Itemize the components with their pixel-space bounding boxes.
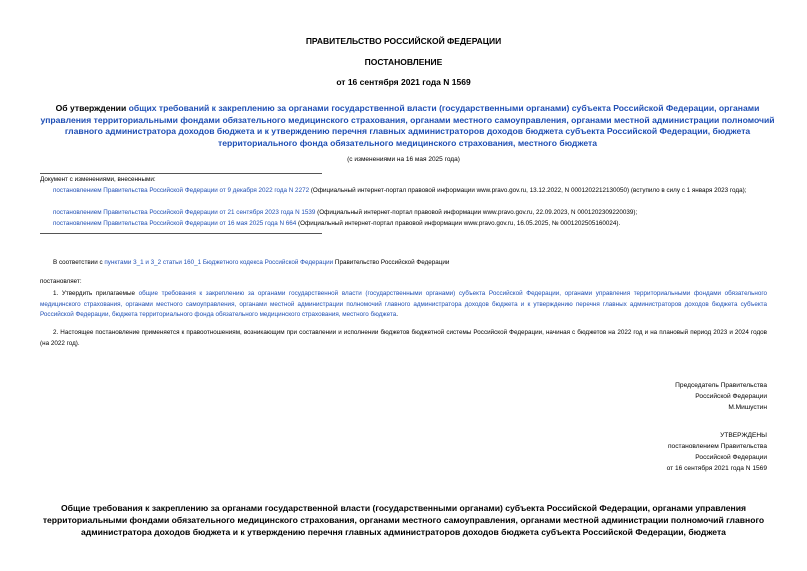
p1-suffix: . [396, 311, 398, 318]
change-link[interactable]: постановлением Правительства Российской Федерации от 21 сентября 2023 года N 1539 [53, 209, 316, 216]
decides-text: постановляет: [40, 278, 82, 285]
change-link[interactable]: постановлением Правительства Российской Федерации от 16 мая 2025 года N 664 [53, 220, 297, 227]
bottom-divider [40, 233, 322, 234]
approved-line: от 16 сентября 2021 года N 1569 [666, 465, 767, 472]
title-prefix: Об утверждении [55, 103, 129, 113]
top-divider [40, 173, 322, 174]
paragraph-1 [40, 289, 767, 321]
doc-type-heading: ПОСТАНОВЛЕНИЕ [364, 57, 443, 67]
changes-note: (с изменениями на 16 мая 2025 года) [347, 156, 460, 163]
basis-link[interactable]: пунктами 3_1 и 3_2 статьи 160_1 Бюджетного кодекса Российской Федерации [104, 259, 334, 266]
government-heading: ПРАВИТЕЛЬСТВО РОССИЙСКОЙ ФЕДЕРАЦИИ [305, 36, 502, 46]
approved-block [667, 430, 767, 474]
change-item [40, 186, 767, 197]
signature-name: М.Мишустин [728, 404, 767, 411]
signature-block [675, 380, 767, 413]
approved-line: УТВЕРЖДЕНЫ [720, 432, 767, 439]
document-title [40, 103, 775, 149]
paragraph-2: 2. Настоящее постановление применяется к правоотношениям, возникающим при составлении и исполнении бюджетов бюджетной системы Российской Федерации, начиная с бюджетов на 2022 год и на плановый период 2023 и 2024 годов (на 2022 год). [40, 329, 767, 347]
date-number-heading: от 16 сентября 2021 года N 1569 [336, 77, 471, 87]
change-link[interactable]: постановлением Правительства Российской Федерации от 9 декабря 2022 года N 2272 [53, 187, 310, 194]
approved-line: Российской Федерации [695, 454, 767, 461]
change-text: (Официальный интернет-портал правовой информации www.pravo.gov.ru, 22.09.2023, N 0001202309220039); [315, 209, 638, 216]
basis-prefix: В соответствии с [53, 259, 105, 266]
p1-link[interactable]: общие требования к закреплению за органами государственной власти (государственными органами) субъекта Российской Федерации, органами управления территориальными фондами обязательного медицинского страхования, органами местного самоуправления, органами местной администрации полномочий главного администратора доходов бюджета и к утверждению перечня главных администраторов доходов бюджета субъекта Российской Федерации, бюджета территориального фонда обязательного медицинского страхования, местного бюджета [40, 290, 768, 318]
p1-prefix: 1. Утвердить прилагаемые [53, 290, 139, 297]
change-text: (Официальный интернет-портал правовой информации www.pravo.gov.ru, 13.12.2022, N 0001202212130050) (вступило в силу с 1 января 2023 года); [309, 187, 747, 194]
change-text: (Официальный интернет-портал правовой информации www.pravo.gov.ru, 16.05.2025, № 0001202505160024). [296, 220, 621, 227]
changes-intro: Документ с изменениями, внесенными: [40, 176, 156, 183]
signature-line: Российской Федерации [695, 393, 767, 400]
title-link[interactable]: общих требований к закреплению за органами государственной власти (государственными органами) субъекта Российской Федерации, органами управления территориальными фондами обязательного медицинского страхования, органами местного самоуправления, органами местной администрации полномочий главного администратора доходов бюджета и к утверждению перечня главных администраторов доходов бюджета субъекта Российской Федерации, бюджета территориального фонда обязательного медицинского страхования, местного бюджета [40, 103, 775, 148]
approved-line: постановлением Правительства [667, 443, 767, 450]
change-item [40, 208, 767, 219]
signature-line: Председатель Правительства [675, 382, 767, 389]
appendix-title: Общие требования к закреплению за органами государственной власти (государственными органами) субъекта Российской Федерации, органами управления территориальными фондами обязательного медицинского страхования, органами местного самоуправления, органами местной администрации полномочий главного администратора доходов бюджета и к утверждению перечня главных администраторов доходов бюджета субъекта Российской Федерации, бюджета [42, 503, 765, 537]
basis-paragraph [40, 258, 767, 269]
change-item [40, 219, 767, 230]
basis-suffix: Правительство Российской Федерации [333, 259, 450, 266]
